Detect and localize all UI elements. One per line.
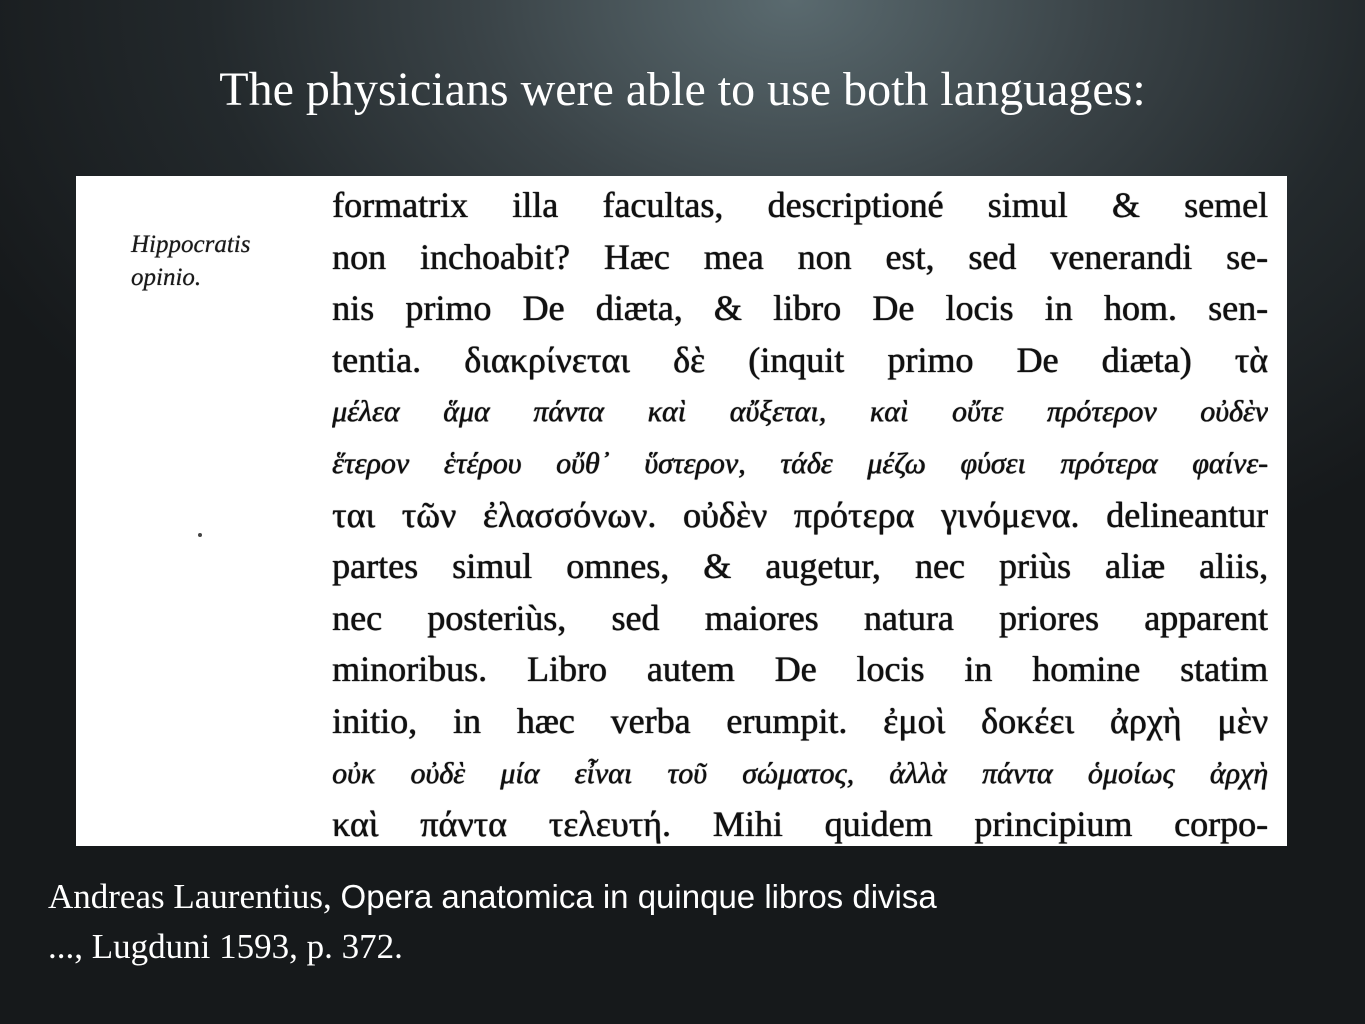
book-page-scan — [76, 176, 1287, 846]
citation-caption — [48, 872, 1338, 972]
greek-text-line: ἕτερον ἑτέρου οὔθ᾽ ὕστερον, τάδε μέζω φύσει πρότερα φαίνε- — [332, 446, 1268, 480]
scan-speck — [198, 533, 202, 537]
text-line: καὶ πάντα τελευτή. Mihi quidem principium corpo- — [332, 804, 1268, 845]
text-line: non inchoabit? Hæc mea non est, sed venerandi se- — [332, 236, 1268, 277]
text-line: tentia. διακρίνεται δὲ (inquit primo De diæta) τὰ — [332, 339, 1268, 380]
text-line: formatrix illa facultas, descriptioné simul & semel — [332, 185, 1268, 225]
slide-title: The physicians were able to use both languages: — [219, 63, 1146, 116]
citation-work-title: Opera anatomica in quinque libros divisa — [340, 878, 937, 915]
text-line: nis primo De diæta, & libro De locis in hom. sen- — [332, 288, 1268, 329]
margin-note — [131, 228, 321, 294]
text-line: ται τῶν ἐλασσόνων. οὐδὲν πρότερα γινόμενα. delineantur — [332, 494, 1268, 535]
citation-author: Andreas Laurentius, — [48, 877, 332, 916]
text-line: initio, in hæc verba erumpit. ἐμοὶ δοκέει ἀρχὴ μὲν — [332, 700, 1268, 741]
text-line: partes simul omnes, & augetur, nec priùs aliæ aliis, — [332, 546, 1268, 587]
margin-note-line: opinio. — [131, 264, 202, 291]
greek-text-line: οὐκ οὐδὲ μία εἶναι τοῦ σώματος, ἀλλὰ πάντα ὁμοίως ἀρχὴ — [332, 756, 1268, 790]
margin-note-line: Hippocratis — [131, 231, 251, 258]
printed-text-block — [332, 180, 1268, 846]
greek-text-line: μέλεα ἅμα πάντα καὶ αὔξεται, καὶ οὔτε πρότερον οὐδὲν — [332, 395, 1268, 429]
text-line: minoribus. Libro autem De locis in homine statim — [332, 649, 1268, 690]
citation-imprint: ..., Lugduni 1593, p. 372. — [48, 927, 403, 966]
text-line: nec posteriùs, sed maiores natura priores apparent — [332, 597, 1268, 638]
